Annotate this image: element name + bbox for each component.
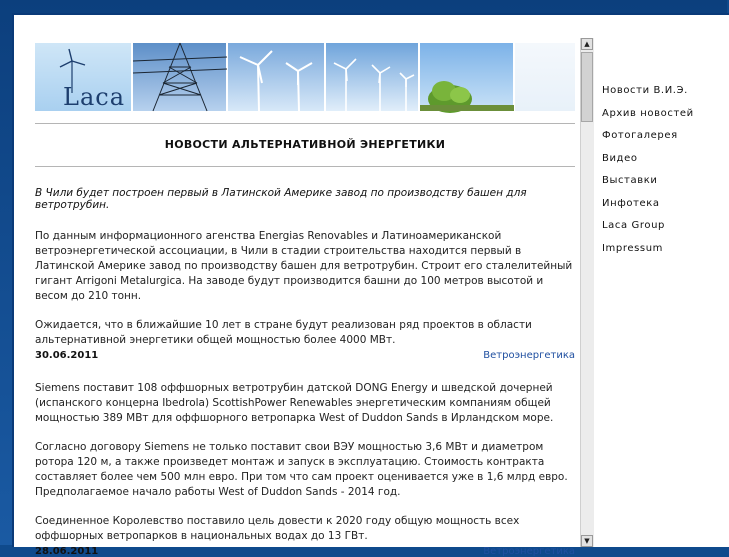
page-title: НОВОСТИ АЛЬТЕРНАТИВНОЙ ЭНЕРГЕТИКИ xyxy=(164,138,446,151)
news-paragraph: Ожидается, что в ближайшие 10 лет в стране будут реализован ряд проектов в области альтернативной энергетики общей мощностью более 4000 МВт. xyxy=(35,319,532,346)
nav-item-photo-gallery[interactable]: Фотогалерея xyxy=(602,130,678,141)
news-meta xyxy=(35,350,575,361)
pylon-photo xyxy=(133,43,227,111)
news-lead: В Чили будет построен первый в Латинской Америке завод по производству башен для ветротрубин. xyxy=(35,187,527,211)
nav-item-news-archive[interactable]: Архив новостей xyxy=(602,107,694,119)
scroll-thumb[interactable] xyxy=(581,52,593,122)
logo[interactable] xyxy=(35,43,131,111)
wind-turbine-photo xyxy=(228,43,324,111)
nav-item-video[interactable]: Видео xyxy=(602,152,638,164)
content-scrollbar[interactable] xyxy=(580,38,594,547)
main-content xyxy=(35,43,575,557)
nav-item-exhibitions[interactable]: Выставки xyxy=(602,175,658,186)
news-meta xyxy=(35,546,575,557)
scroll-down-button[interactable]: ▼ xyxy=(581,535,593,547)
news-paragraph: Соединенное Королевство поставило цель довести к 2020 году общую мощность всех оффшорных ветропарков в национальных водах до 13 ГВт. xyxy=(35,515,520,542)
news-item xyxy=(35,187,575,361)
nav-item-infotheque[interactable]: Инфотека xyxy=(602,197,660,209)
news-paragraph: По данным информационного агенства Energias Renovables и Латиноамериканской ветроэнергетической ассоциации, в Чили в стадии строительства находится первый в Латинской Америке завод по производству башен для ветротрубин. Строит его сталелитейный гигант Arrigoni Metalurgica. На заводе будут производится башни до 100 метров высотой и весом до 210 тонн. xyxy=(35,230,573,302)
wind-farm-photo xyxy=(326,43,418,111)
news-paragraph: Согласно договору Siemens не только поставит свои ВЭУ мощностью 3,6 МВт и диаметром ротора 120 м, а также произведет монтаж и запуск в эксплуатацию. Стоимость контракта составляет более чем 500 млн евро. При том что сам проект оценивается уже в 1,6 млрд евро. Предполагаемое начало работы West of Duddon Sands - 2014 год. xyxy=(35,441,568,498)
scroll-up-button[interactable]: ▲ xyxy=(581,38,593,50)
news-category-link[interactable]: Ветроэнергетика xyxy=(483,546,575,557)
news-category-link[interactable]: Ветроэнергетика xyxy=(483,350,575,361)
news-date: 28.06.2011 xyxy=(35,546,99,557)
plant-photo xyxy=(420,43,514,111)
divider xyxy=(35,166,575,167)
header-banner xyxy=(35,43,575,111)
sky-photo xyxy=(515,43,575,111)
nav-item-news[interactable]: Новости В.И.Э. xyxy=(602,85,688,96)
nav-item-laca-group[interactable]: Laca Group xyxy=(602,220,665,231)
news-paragraph: Siemens поставит 108 оффшорных ветротрубин датской DONG Energy и шведской дочерней (испанского концерна Ibedrola) ScottishPower Renewables энергетическим компаниям общей мощностью 389 МВт для оффшорного ветропарка West of Duddon Sands в Ирландском море. xyxy=(35,382,554,424)
news-date: 30.06.2011 xyxy=(35,350,99,361)
page xyxy=(12,13,729,557)
logo-text: Laca xyxy=(63,83,125,111)
nav-item-impressum[interactable]: Impressum xyxy=(602,242,663,254)
sidebar-nav xyxy=(602,85,722,265)
news-item xyxy=(35,381,575,557)
